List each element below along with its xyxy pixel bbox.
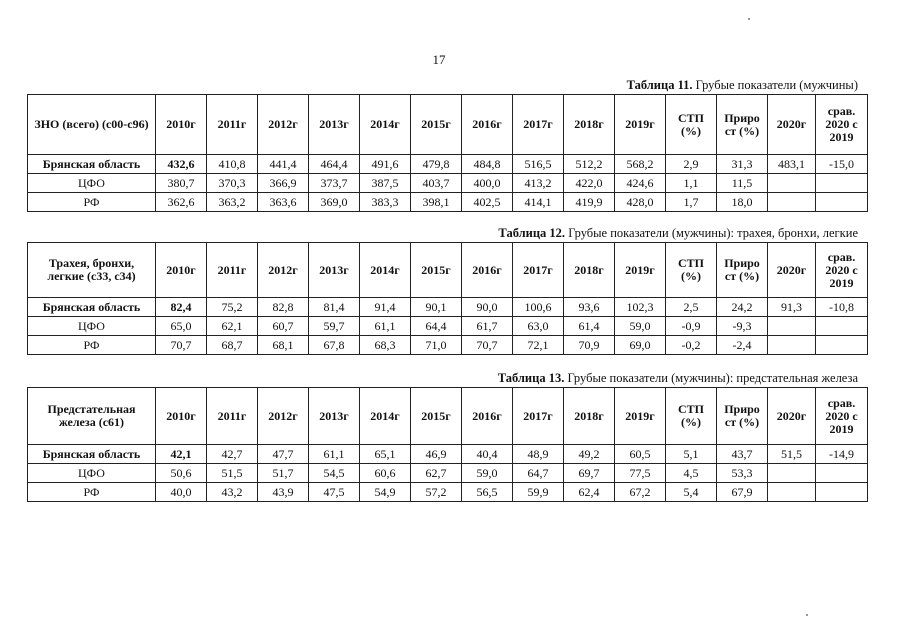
table-cell: 369,0 bbox=[309, 193, 360, 212]
table-cell: 51,5 bbox=[768, 445, 816, 464]
table-cell: -14,9 bbox=[816, 445, 868, 464]
table-cell: 71,0 bbox=[411, 336, 462, 355]
column-header: 2018г bbox=[564, 95, 615, 155]
table-cell: 90,0 bbox=[462, 298, 513, 317]
table-cell: 91,4 bbox=[360, 298, 411, 317]
table-cell bbox=[816, 317, 868, 336]
column-header: 2011г bbox=[207, 243, 258, 298]
table-cell: 40,4 bbox=[462, 445, 513, 464]
table-cell: 2,9 bbox=[666, 155, 717, 174]
column-header: срав. 2020 с 2019 bbox=[816, 95, 868, 155]
table-cell: 491,6 bbox=[360, 155, 411, 174]
table-cell: 49,2 bbox=[564, 445, 615, 464]
table-caption-text: Грубые показатели (мужчины): трахея, бронхи, легкие bbox=[565, 226, 858, 240]
column-header: СТП (%) bbox=[666, 95, 717, 155]
table-cell: 59,0 bbox=[615, 317, 666, 336]
table-cell: 387,5 bbox=[360, 174, 411, 193]
table-cell: 422,0 bbox=[564, 174, 615, 193]
table-cell: 31,3 bbox=[717, 155, 768, 174]
column-header: 2017г bbox=[513, 243, 564, 298]
column-header: 2014г bbox=[360, 95, 411, 155]
table-cell: 68,3 bbox=[360, 336, 411, 355]
scan-speck bbox=[748, 18, 750, 20]
table-cell: -0,2 bbox=[666, 336, 717, 355]
column-header: 2013г bbox=[309, 388, 360, 445]
table-cell: 67,9 bbox=[717, 483, 768, 502]
table-cell: 68,7 bbox=[207, 336, 258, 355]
table-cell: 72,1 bbox=[513, 336, 564, 355]
data-table bbox=[27, 242, 868, 355]
row-label: ЦФО bbox=[28, 174, 156, 193]
table-cell: 424,6 bbox=[615, 174, 666, 193]
column-header: 2012г bbox=[258, 243, 309, 298]
table-cell: 59,0 bbox=[462, 464, 513, 483]
column-header: срав. 2020 с 2019 bbox=[816, 388, 868, 445]
table-cell: 54,5 bbox=[309, 464, 360, 483]
table-cell: 1,7 bbox=[666, 193, 717, 212]
table-cell: 5,4 bbox=[666, 483, 717, 502]
table-caption-text: Грубые показатели (мужчины) bbox=[692, 78, 858, 92]
table-cell: 54,9 bbox=[360, 483, 411, 502]
table-cell: 413,2 bbox=[513, 174, 564, 193]
table-row bbox=[28, 174, 868, 193]
table-cell bbox=[816, 483, 868, 502]
table-row bbox=[28, 193, 868, 212]
table-cell bbox=[816, 464, 868, 483]
table-cell: 464,4 bbox=[309, 155, 360, 174]
table-row bbox=[28, 317, 868, 336]
table-cell: 70,9 bbox=[564, 336, 615, 355]
table-row bbox=[28, 445, 868, 464]
table-cell: 61,1 bbox=[360, 317, 411, 336]
column-header: Приро ст (%) bbox=[717, 243, 768, 298]
column-header: СТП (%) bbox=[666, 388, 717, 445]
column-header: 2015г bbox=[411, 388, 462, 445]
table-cell bbox=[816, 193, 868, 212]
table-cell: 61,7 bbox=[462, 317, 513, 336]
table-cell: 398,1 bbox=[411, 193, 462, 212]
table-cell: 380,7 bbox=[156, 174, 207, 193]
table-cell: 69,0 bbox=[615, 336, 666, 355]
column-header: 2010г bbox=[156, 95, 207, 155]
table-cell: 69,7 bbox=[564, 464, 615, 483]
table-cell: 67,8 bbox=[309, 336, 360, 355]
column-header: 2010г bbox=[156, 388, 207, 445]
table-cell bbox=[768, 193, 816, 212]
table-caption-number: Таблица 11. bbox=[626, 78, 693, 92]
table-cell: 400,0 bbox=[462, 174, 513, 193]
table-cell: 59,9 bbox=[513, 483, 564, 502]
row-label: Брянская область bbox=[28, 155, 156, 174]
table-cell: 60,5 bbox=[615, 445, 666, 464]
table-cell: 483,1 bbox=[768, 155, 816, 174]
table-cell: 479,8 bbox=[411, 155, 462, 174]
column-header: 2018г bbox=[564, 388, 615, 445]
column-header: 2016г bbox=[462, 243, 513, 298]
data-table bbox=[27, 94, 868, 212]
column-header: СТП (%) bbox=[666, 243, 717, 298]
table-cell: 51,5 bbox=[207, 464, 258, 483]
table-cell: 516,5 bbox=[513, 155, 564, 174]
column-header: 2020г bbox=[768, 243, 816, 298]
row-label: Брянская область bbox=[28, 445, 156, 464]
column-header: 2020г bbox=[768, 95, 816, 155]
table-cell: 4,5 bbox=[666, 464, 717, 483]
table-cell: 65,1 bbox=[360, 445, 411, 464]
table-cell: 366,9 bbox=[258, 174, 309, 193]
table-cell: 46,9 bbox=[411, 445, 462, 464]
table-cell: 90,1 bbox=[411, 298, 462, 317]
table-cell: -15,0 bbox=[816, 155, 868, 174]
table-cell: 432,6 bbox=[156, 155, 207, 174]
table-header-row bbox=[28, 95, 868, 155]
row-label: ЦФО bbox=[28, 317, 156, 336]
table-cell: -0,9 bbox=[666, 317, 717, 336]
table-cell: 48,9 bbox=[513, 445, 564, 464]
table-cell: 53,3 bbox=[717, 464, 768, 483]
column-header: 2013г bbox=[309, 243, 360, 298]
table-cell: 50,6 bbox=[156, 464, 207, 483]
table-cell: 75,2 bbox=[207, 298, 258, 317]
table-cell: 60,7 bbox=[258, 317, 309, 336]
row-label: Брянская область bbox=[28, 298, 156, 317]
column-header: 2019г bbox=[615, 388, 666, 445]
table-cell bbox=[816, 336, 868, 355]
table-cell bbox=[768, 336, 816, 355]
table-cell: 64,7 bbox=[513, 464, 564, 483]
column-header: 2015г bbox=[411, 95, 462, 155]
table-cell: 47,5 bbox=[309, 483, 360, 502]
table-cell: 43,2 bbox=[207, 483, 258, 502]
table-cell: 568,2 bbox=[615, 155, 666, 174]
table-caption bbox=[498, 371, 858, 386]
column-header: Приро ст (%) bbox=[717, 95, 768, 155]
table-cell: 414,1 bbox=[513, 193, 564, 212]
table-cell: 428,0 bbox=[615, 193, 666, 212]
table-cell bbox=[768, 483, 816, 502]
column-header: 2011г bbox=[207, 95, 258, 155]
table-cell: 40,0 bbox=[156, 483, 207, 502]
table-cell: 1,1 bbox=[666, 174, 717, 193]
table-cell: 62,7 bbox=[411, 464, 462, 483]
table-cell: 403,7 bbox=[411, 174, 462, 193]
column-header: 2019г bbox=[615, 95, 666, 155]
table-cell: 81,4 bbox=[309, 298, 360, 317]
table-cell: 383,3 bbox=[360, 193, 411, 212]
table-cell: 42,7 bbox=[207, 445, 258, 464]
table-header-row bbox=[28, 388, 868, 445]
table-row bbox=[28, 155, 868, 174]
table-cell: 484,8 bbox=[462, 155, 513, 174]
data-table bbox=[27, 387, 868, 502]
column-header: 2016г bbox=[462, 95, 513, 155]
column-header: 2014г bbox=[360, 388, 411, 445]
table-cell: 362,6 bbox=[156, 193, 207, 212]
table-cell: 419,9 bbox=[564, 193, 615, 212]
column-header: 2017г bbox=[513, 95, 564, 155]
column-header: 2020г bbox=[768, 388, 816, 445]
table-cell: 370,3 bbox=[207, 174, 258, 193]
table-cell: 62,4 bbox=[564, 483, 615, 502]
table-cell: 18,0 bbox=[717, 193, 768, 212]
table-cell: 56,5 bbox=[462, 483, 513, 502]
table-cell: 91,3 bbox=[768, 298, 816, 317]
table-header-label: Трахея, бронхи, легкие (с33, с34) bbox=[28, 243, 156, 298]
table-caption-text: Грубые показатели (мужчины): предстательная железа bbox=[564, 371, 858, 385]
table-cell bbox=[768, 464, 816, 483]
column-header: 2018г bbox=[564, 243, 615, 298]
table-cell: 100,6 bbox=[513, 298, 564, 317]
table-cell: 43,9 bbox=[258, 483, 309, 502]
table-cell: 67,2 bbox=[615, 483, 666, 502]
table-header-row bbox=[28, 243, 868, 298]
table-row bbox=[28, 336, 868, 355]
table-cell: 441,4 bbox=[258, 155, 309, 174]
table-cell: 61,4 bbox=[564, 317, 615, 336]
table-cell: -9,3 bbox=[717, 317, 768, 336]
table-cell: 59,7 bbox=[309, 317, 360, 336]
table-cell: 512,2 bbox=[564, 155, 615, 174]
table-cell: 43,7 bbox=[717, 445, 768, 464]
column-header: Приро ст (%) bbox=[717, 388, 768, 445]
table-cell: -10,8 bbox=[816, 298, 868, 317]
table-cell: 363,2 bbox=[207, 193, 258, 212]
table-cell: 24,2 bbox=[717, 298, 768, 317]
table-cell: -2,4 bbox=[717, 336, 768, 355]
table-cell bbox=[816, 174, 868, 193]
table-cell: 47,7 bbox=[258, 445, 309, 464]
table-cell: 63,0 bbox=[513, 317, 564, 336]
table-cell: 77,5 bbox=[615, 464, 666, 483]
table-cell: 51,7 bbox=[258, 464, 309, 483]
row-label: РФ bbox=[28, 483, 156, 502]
table-cell: 82,4 bbox=[156, 298, 207, 317]
table-row bbox=[28, 464, 868, 483]
table-cell: 93,6 bbox=[564, 298, 615, 317]
table-cell: 65,0 bbox=[156, 317, 207, 336]
row-label: РФ bbox=[28, 193, 156, 212]
table-cell: 2,5 bbox=[666, 298, 717, 317]
column-header: 2017г bbox=[513, 388, 564, 445]
table-cell: 70,7 bbox=[462, 336, 513, 355]
table-cell bbox=[768, 317, 816, 336]
table-cell: 402,5 bbox=[462, 193, 513, 212]
table-cell: 61,1 bbox=[309, 445, 360, 464]
table-cell: 62,1 bbox=[207, 317, 258, 336]
table-cell: 363,6 bbox=[258, 193, 309, 212]
table-cell: 68,1 bbox=[258, 336, 309, 355]
table-header-label: ЗНО (всего) (с00-с96) bbox=[28, 95, 156, 155]
table-cell: 102,3 bbox=[615, 298, 666, 317]
table-cell: 42,1 bbox=[156, 445, 207, 464]
table-row bbox=[28, 483, 868, 502]
table-caption bbox=[498, 226, 858, 241]
table-cell: 57,2 bbox=[411, 483, 462, 502]
table-cell: 410,8 bbox=[207, 155, 258, 174]
scan-speck bbox=[806, 614, 808, 616]
page-number: 17 bbox=[432, 52, 446, 67]
table-cell bbox=[768, 174, 816, 193]
column-header: 2016г bbox=[462, 388, 513, 445]
column-header: 2012г bbox=[258, 388, 309, 445]
table-caption-number: Таблица 12. bbox=[498, 226, 566, 240]
table-cell: 64,4 bbox=[411, 317, 462, 336]
table-header-label: Предстательная железа (с61) bbox=[28, 388, 156, 445]
column-header: 2019г bbox=[615, 243, 666, 298]
table-caption-number: Таблица 13. bbox=[497, 371, 565, 385]
table-cell: 60,6 bbox=[360, 464, 411, 483]
row-label: РФ bbox=[28, 336, 156, 355]
column-header: 2015г bbox=[411, 243, 462, 298]
column-header: срав. 2020 с 2019 bbox=[816, 243, 868, 298]
column-header: 2014г bbox=[360, 243, 411, 298]
table-row bbox=[28, 298, 868, 317]
table-caption bbox=[627, 78, 858, 93]
row-label: ЦФО bbox=[28, 464, 156, 483]
table-cell: 70,7 bbox=[156, 336, 207, 355]
table-cell: 82,8 bbox=[258, 298, 309, 317]
column-header: 2011г bbox=[207, 388, 258, 445]
column-header: 2012г bbox=[258, 95, 309, 155]
column-header: 2013г bbox=[309, 95, 360, 155]
table-cell: 5,1 bbox=[666, 445, 717, 464]
table-cell: 11,5 bbox=[717, 174, 768, 193]
column-header: 2010г bbox=[156, 243, 207, 298]
table-cell: 373,7 bbox=[309, 174, 360, 193]
